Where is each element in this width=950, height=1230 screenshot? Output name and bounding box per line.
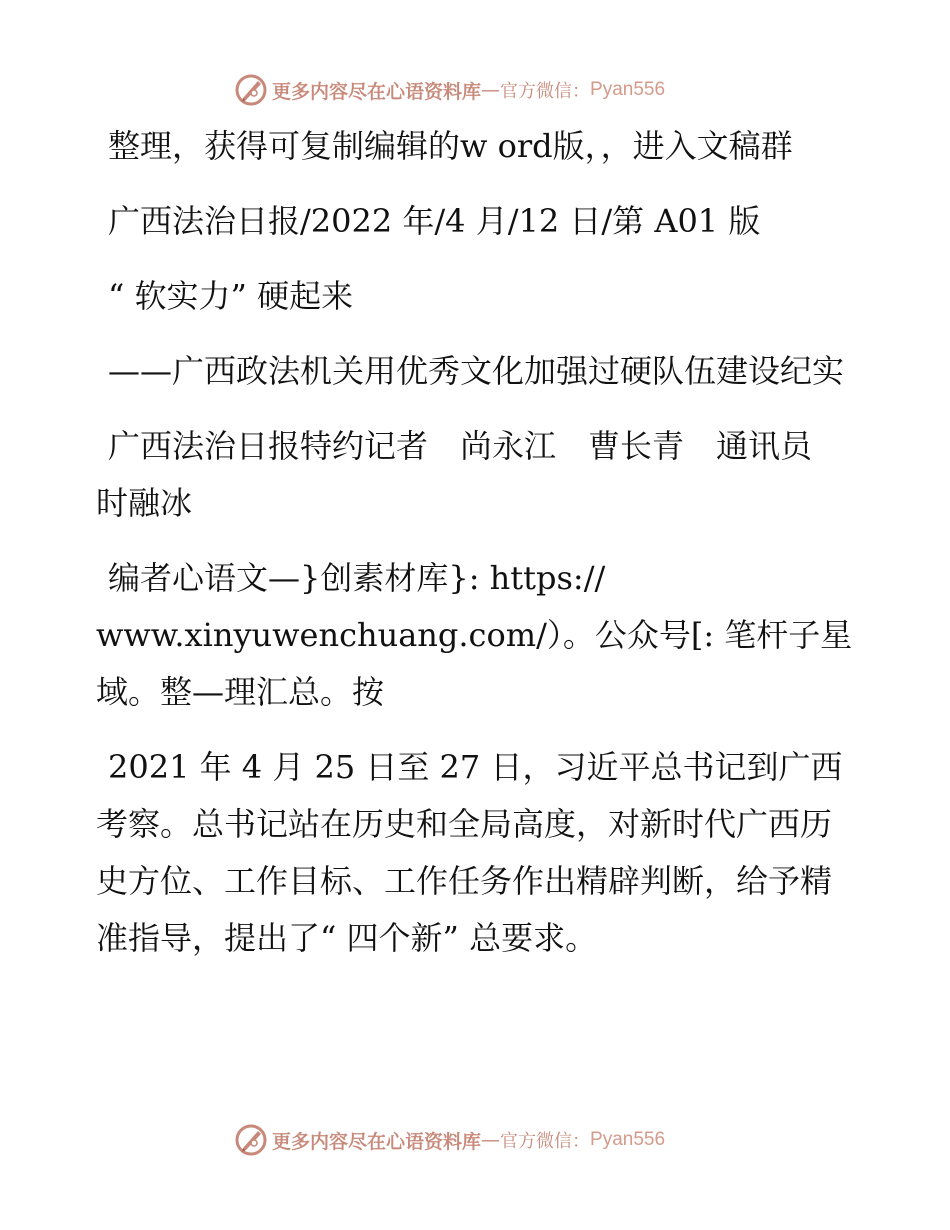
- article-title: “ 软实力” 硬起来: [108, 277, 354, 315]
- footer-watermark: [234, 1122, 665, 1158]
- wechat-account: Pyan556: [590, 79, 666, 100]
- intro-line: 整理，获得可复制编辑的w ord版，，进入文稿群: [108, 127, 793, 165]
- site-name: 更多内容尽在心语资料库: [272, 1130, 482, 1153]
- header-watermark: [234, 72, 665, 108]
- body-paragraph: 2021 年 4 月 25 日至 27 日，习近平总书记到广西考察。总书记站在历史和全局高度，对新时代广西历史方位、工作目标、工作任务作出精辟判断，给予精准指导，提出了“ 四个新” 总要求。: [96, 748, 843, 957]
- wechat-account: Pyan556: [590, 1129, 666, 1150]
- site-name: 更多内容尽在心语资料库: [272, 80, 482, 103]
- source-line: 广西法治日报/2022 年/4 月/12 日/第 A01 版: [108, 202, 761, 240]
- pen-logo-icon: [234, 1123, 268, 1157]
- separator: —: [481, 1129, 501, 1151]
- byline: 广西法治日报特约记者 尚永江 曹长青 通讯员 时融冰: [96, 427, 845, 522]
- editor-note: 编者心语文—}创素材库}: https:// www.xinyuwenchuang.com/）。公众号[: 笔杆子星域。整—理汇总。按: [96, 559, 853, 711]
- document-body: [96, 118, 856, 967]
- separator: —: [481, 79, 501, 101]
- wechat-label: 官方微信：: [500, 1131, 591, 1152]
- wechat-label: 官方微信：: [500, 81, 591, 102]
- article-subtitle: ——广西政法机关用优秀文化加强过硬队伍建设纪实: [108, 352, 845, 390]
- pen-logo-icon: [234, 73, 268, 107]
